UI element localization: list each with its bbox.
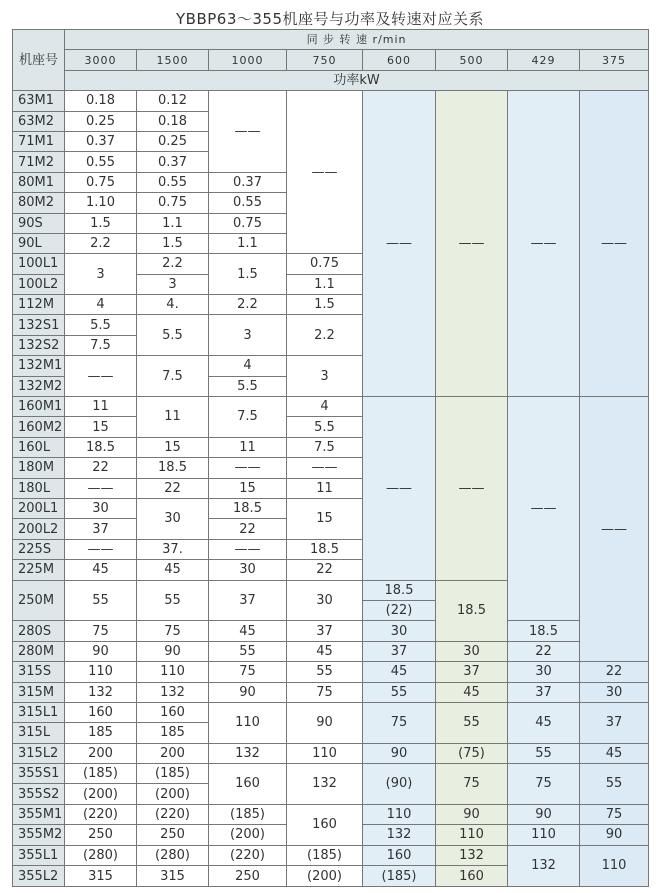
power-cell: 90: [363, 743, 436, 763]
power-cell: ——: [65, 478, 137, 498]
frame-cell: 315L: [13, 723, 65, 743]
frame-cell: 280M: [13, 641, 65, 661]
power-cell: 75: [209, 662, 287, 682]
frame-cell: 160L: [13, 437, 65, 457]
power-cell: 2.2: [65, 233, 137, 253]
power-cell: ——: [65, 356, 137, 397]
power-cell: ——: [436, 91, 508, 397]
frame-cell: 112M: [13, 295, 65, 315]
power-cell: ——: [209, 458, 287, 478]
power-cell: 45: [436, 682, 508, 702]
power-cell: 18.5: [65, 437, 137, 457]
power-cell: 55: [436, 702, 508, 743]
frame-cell: 180M: [13, 458, 65, 478]
frame-cell: 132S2: [13, 335, 65, 355]
power-cell: 0.37: [137, 152, 209, 172]
power-cell: 90: [436, 804, 508, 824]
power-cell: ——: [363, 397, 436, 581]
speed-header: 同 步 转 速 r/min: [65, 30, 649, 50]
power-cell: 45: [580, 743, 649, 763]
power-cell: 11: [287, 478, 363, 498]
power-cell: 1.5: [65, 213, 137, 233]
frame-cell: 200L1: [13, 498, 65, 518]
power-cell: 185: [137, 723, 209, 743]
power-cell: 30: [287, 580, 363, 621]
power-cell: [363, 580, 436, 621]
speed-value-375: 375: [580, 50, 649, 70]
power-cell: (185): [363, 866, 436, 887]
power-cell: 132: [436, 845, 508, 865]
power-cell: ——: [508, 397, 580, 621]
power-cell: ——: [209, 91, 287, 173]
power-cell-upper: 18.5: [363, 581, 435, 601]
power-cell: 0.18: [137, 111, 209, 131]
power-cell: 132: [209, 743, 287, 763]
frame-cell: 90L: [13, 233, 65, 253]
power-cell: 110: [580, 845, 649, 886]
power-cell: 0.75: [65, 172, 137, 192]
power-cell: 110: [287, 743, 363, 763]
power-cell: 45: [363, 662, 436, 682]
frame-cell: 355S1: [13, 764, 65, 784]
power-cell: 37: [580, 702, 649, 743]
power-cell: (200): [209, 825, 287, 845]
power-cell: 75: [508, 764, 580, 805]
power-cell: ——: [287, 91, 363, 254]
power-cell: 1.1: [287, 274, 363, 294]
power-cell: 37: [65, 519, 137, 539]
power-cell: 0.37: [65, 131, 137, 151]
power-cell: 37.: [137, 539, 209, 559]
power-cell: ——: [580, 397, 649, 662]
power-cell: ——: [436, 397, 508, 581]
power-cell: 5.5: [287, 417, 363, 437]
power-cell: 11: [209, 437, 287, 457]
power-cell: 37: [363, 641, 436, 661]
power-cell: 30: [436, 641, 508, 661]
frame-cell: 71M1: [13, 131, 65, 151]
power-cell: 55: [65, 580, 137, 621]
power-cell: 55: [287, 662, 363, 682]
power-cell: 1.5: [137, 233, 209, 253]
power-cell: 75: [287, 682, 363, 702]
power-cell: 15: [287, 498, 363, 539]
power-cell: 0.12: [137, 91, 209, 111]
power-cell-lower: (22): [385, 602, 413, 618]
frame-cell: 315S: [13, 662, 65, 682]
power-cell: 37: [508, 682, 580, 702]
frame-cell: 315M: [13, 682, 65, 702]
power-cell: 160: [436, 866, 508, 887]
power-cell: 37: [436, 662, 508, 682]
frame-power-speed-table: [12, 29, 649, 887]
power-cell: 132: [137, 682, 209, 702]
frame-cell: 63M1: [13, 91, 65, 111]
power-cell: 0.55: [137, 172, 209, 192]
power-cell: 3: [209, 315, 287, 356]
power-cell: (200): [137, 784, 209, 804]
frame-cell: 90S: [13, 213, 65, 233]
frame-cell: 200L2: [13, 519, 65, 539]
power-cell: 18.5: [508, 621, 580, 641]
power-cell: ——: [508, 91, 580, 397]
speed-value-750: 750: [287, 50, 363, 70]
power-cell: 15: [137, 437, 209, 457]
power-cell: 45: [137, 560, 209, 580]
power-cell: 4: [209, 356, 287, 376]
power-cell: 1.5: [209, 254, 287, 295]
power-cell: ——: [65, 539, 137, 559]
power-cell: 110: [508, 825, 580, 845]
power-cell: 315: [65, 866, 137, 887]
power-cell: 110: [137, 662, 209, 682]
frame-cell: 100L1: [13, 254, 65, 274]
frame-cell: 225S: [13, 539, 65, 559]
power-cell: ——: [209, 539, 287, 559]
power-cell: 0.25: [137, 131, 209, 151]
power-cell: 3: [287, 356, 363, 397]
power-cell: 250: [65, 825, 137, 845]
power-cell: 22: [287, 560, 363, 580]
power-cell: 37: [209, 580, 287, 621]
power-cell: 30: [580, 682, 649, 702]
power-cell: (220): [65, 804, 137, 824]
power-cell: 90: [65, 641, 137, 661]
power-cell: 30: [137, 498, 209, 539]
speed-value-600: 600: [363, 50, 436, 70]
power-cell: 110: [209, 702, 287, 743]
power-cell: 132: [287, 764, 363, 805]
power-cell: 18.5: [287, 539, 363, 559]
power-cell: 110: [436, 825, 508, 845]
power-cell: (220): [137, 804, 209, 824]
power-cell: 18.5: [436, 580, 508, 641]
power-cell: 11: [65, 397, 137, 417]
power-cell: 5.5: [209, 376, 287, 396]
power-cell: 4: [65, 295, 137, 315]
power-cell: 2.2: [137, 254, 209, 274]
power-cell: 132: [508, 845, 580, 886]
frame-cell: 315L1: [13, 702, 65, 722]
power-cell: 1.1: [137, 213, 209, 233]
power-cell: 18.5: [209, 498, 287, 518]
frame-cell: 250M: [13, 580, 65, 621]
power-cell: 5.5: [65, 315, 137, 335]
power-cell: (185): [137, 764, 209, 784]
power-cell: ——: [287, 458, 363, 478]
power-cell: 160: [209, 764, 287, 805]
frame-cell: 355M2: [13, 825, 65, 845]
frame-cell: 355S2: [13, 784, 65, 804]
power-cell: 200: [137, 743, 209, 763]
power-cell: 55: [363, 682, 436, 702]
power-cell: 0.55: [209, 193, 287, 213]
frame-cell: 355L1: [13, 845, 65, 865]
power-cell: 45: [65, 560, 137, 580]
frame-cell: 225M: [13, 560, 65, 580]
power-cell: (185): [65, 764, 137, 784]
power-cell: 110: [363, 804, 436, 824]
frame-cell: 100L2: [13, 274, 65, 294]
power-cell: 55: [508, 743, 580, 763]
power-cell: 0.18: [65, 91, 137, 111]
power-cell: 22: [137, 478, 209, 498]
power-cell: 1.10: [65, 193, 137, 213]
power-cell: 15: [65, 417, 137, 437]
power-cell: 2.2: [209, 295, 287, 315]
power-cell: 55: [580, 764, 649, 805]
power-cell: 0.75: [209, 213, 287, 233]
power-cell: 30: [65, 498, 137, 518]
power-cell: 2.2: [287, 315, 363, 356]
power-cell: 90: [137, 641, 209, 661]
power-cell: 22: [209, 519, 287, 539]
power-cell: 3: [65, 254, 137, 295]
speed-value-3000: 3000: [65, 50, 137, 70]
power-cell: 132: [363, 825, 436, 845]
frame-cell: 132S1: [13, 315, 65, 335]
power-cell: 22: [508, 641, 580, 661]
power-cell: 11: [137, 397, 209, 438]
power-cell: 75: [580, 804, 649, 824]
power-cell: 315: [137, 866, 209, 887]
power-cell: 45: [209, 621, 287, 641]
power-cell: 18.5: [137, 458, 209, 478]
frame-cell: 132M2: [13, 376, 65, 396]
power-cell: ——: [580, 91, 649, 397]
speed-value-1500: 1500: [137, 50, 209, 70]
power-cell: 30: [363, 621, 436, 641]
power-cell: 75: [363, 702, 436, 743]
frame-header: 机座号: [13, 30, 65, 91]
frame-cell: 80M1: [13, 172, 65, 192]
power-cell: 0.75: [137, 193, 209, 213]
power-cell: 7.5: [287, 437, 363, 457]
power-cell: 15: [209, 478, 287, 498]
power-cell: 0.25: [65, 111, 137, 131]
power-cell: 45: [508, 702, 580, 743]
power-cell: 55: [137, 580, 209, 621]
power-cell: 250: [209, 866, 287, 887]
power-cell: (90): [363, 764, 436, 805]
frame-cell: 355M1: [13, 804, 65, 824]
power-cell: 4.: [137, 295, 209, 315]
power-cell: 90: [209, 682, 287, 702]
power-cell: 90: [580, 825, 649, 845]
power-cell: 30: [508, 662, 580, 682]
frame-cell: 132M1: [13, 356, 65, 376]
power-cell: 250: [137, 825, 209, 845]
frame-cell: 160M1: [13, 397, 65, 417]
power-cell: 37: [287, 621, 363, 641]
power-cell: 160: [65, 702, 137, 722]
power-cell: 90: [287, 702, 363, 743]
power-cell: 0.55: [65, 152, 137, 172]
power-cell: (185): [209, 804, 287, 824]
frame-cell: 160M2: [13, 417, 65, 437]
power-cell: (200): [287, 866, 363, 887]
frame-cell: 315L2: [13, 743, 65, 763]
power-cell: 132: [65, 682, 137, 702]
power-cell: ——: [363, 91, 436, 397]
page-title: YBBP63～355机座号与功率及转速对应关系: [175, 10, 484, 28]
power-cell: (200): [65, 784, 137, 804]
power-cell: (220): [209, 845, 287, 865]
power-cell: 7.5: [65, 335, 137, 355]
speed-value-500: 500: [436, 50, 508, 70]
frame-cell: 280S: [13, 621, 65, 641]
power-cell: (185): [287, 845, 363, 865]
power-cell: 7.5: [137, 356, 209, 397]
power-cell: 5.5: [137, 315, 209, 356]
power-cell: 1.5: [287, 295, 363, 315]
power-cell: (280): [137, 845, 209, 865]
power-header: 功率kW: [65, 70, 649, 90]
power-cell: 160: [137, 702, 209, 722]
frame-cell: 63M2: [13, 111, 65, 131]
power-cell: 0.37: [209, 172, 287, 192]
power-cell: 75: [436, 764, 508, 805]
power-cell: 75: [65, 621, 137, 641]
power-cell: 22: [65, 458, 137, 478]
power-cell: 30: [209, 560, 287, 580]
frame-cell: 71M2: [13, 152, 65, 172]
power-cell: 55: [209, 641, 287, 661]
power-cell: (75): [436, 743, 508, 763]
power-cell: 7.5: [209, 397, 287, 438]
power-cell: 0.75: [287, 254, 363, 274]
power-cell: 22: [580, 662, 649, 682]
frame-cell: 355L2: [13, 866, 65, 887]
power-cell: 1.1: [209, 233, 287, 253]
power-cell: 90: [508, 804, 580, 824]
speed-value-429: 429: [508, 50, 580, 70]
power-cell: 75: [137, 621, 209, 641]
power-cell: 185: [65, 723, 137, 743]
speed-value-1000: 1000: [209, 50, 287, 70]
power-cell: 45: [287, 641, 363, 661]
power-cell: 160: [287, 804, 363, 845]
frame-cell: 80M2: [13, 193, 65, 213]
power-cell: 3: [137, 274, 209, 294]
power-cell: 200: [65, 743, 137, 763]
power-cell: 4: [287, 397, 363, 417]
power-cell: 160: [363, 845, 436, 865]
power-cell: 110: [65, 662, 137, 682]
frame-cell: 180L: [13, 478, 65, 498]
power-cell: (280): [65, 845, 137, 865]
